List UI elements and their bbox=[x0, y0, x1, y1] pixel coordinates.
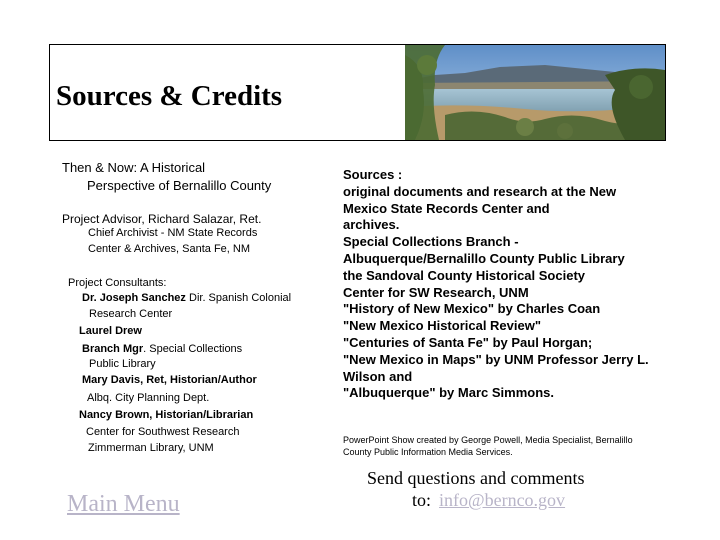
source-line: Center for SW Research, UNM bbox=[343, 284, 529, 300]
advisor-line3: Center & Archives, Santa Fe, NM bbox=[88, 243, 251, 255]
source-line: Albuquerque/Bernalillo County Public Library bbox=[343, 251, 625, 266]
advisor-line2: Chief Archivist - NM State Records bbox=[88, 227, 258, 239]
consultant-1-name: Dr. Joseph Sanchez bbox=[82, 292, 186, 304]
consultant-4-line1: Nancy Brown, Historian/Librarian bbox=[79, 409, 254, 421]
source-line: Mexico State Records Center and bbox=[343, 200, 550, 216]
consultant-1-line2: Research Center bbox=[89, 308, 173, 320]
credit-heading-line2: Perspective of Bernalillo County bbox=[87, 178, 272, 193]
consultant-2-title: Branch Mgr bbox=[82, 343, 144, 355]
consultant-4-line3: Zimmerman Library, UNM bbox=[88, 442, 214, 454]
source-line: "History of New Mexico" by Charles Coan bbox=[343, 301, 601, 317]
consultant-4-line2: Center for Southwest Research bbox=[86, 426, 240, 438]
source-line: "Centuries of Santa Fe" by Paul Horgan; bbox=[343, 335, 593, 350]
email-link[interactable]: info@bernco.gov bbox=[439, 490, 566, 510]
consultant-1-role: Dir. Spanish Colonial bbox=[185, 292, 292, 304]
consultant-3-line1: Mary Davis, Ret, Historian/Author bbox=[82, 374, 257, 386]
source-line: archives. bbox=[343, 217, 400, 233]
source-line: "Albuquerque" by Marc Simmons. bbox=[343, 385, 554, 401]
credit-heading-line1: Then & Now: A Historical bbox=[62, 160, 206, 175]
powerpoint-credit-line1: PowerPoint Show created by George Powell, Media Specialist, Bernalillo bbox=[343, 435, 633, 445]
contact-to-line bbox=[412, 490, 565, 511]
advisor-line1: Project Advisor, Richard Salazar, Ret. bbox=[62, 212, 262, 226]
consultant-2-line2 bbox=[82, 344, 242, 355]
source-line: Wilson and bbox=[343, 368, 413, 384]
source-line: the Sandoval County Historical Society bbox=[343, 267, 585, 283]
source-line: Special Collections Branch - bbox=[343, 234, 519, 250]
consultant-2-line3: Public Library bbox=[89, 358, 156, 370]
consultant-1-line1 bbox=[82, 293, 291, 304]
to-label: to: bbox=[412, 490, 432, 510]
consultant-2-name: Laurel Drew bbox=[79, 325, 142, 337]
main-menu-link[interactable]: Main Menu bbox=[67, 491, 180, 517]
consultant-3-line2: Albq. City Planning Dept. bbox=[87, 392, 210, 404]
consultant-2-role: . Special Collections bbox=[143, 343, 243, 355]
powerpoint-credit bbox=[343, 434, 633, 458]
send-questions-text: Send questions and comments bbox=[367, 468, 585, 488]
consultants-label: Project Consultants: bbox=[68, 277, 167, 289]
source-line: "New Mexico Historical Review" bbox=[343, 318, 542, 334]
river-landscape-photo bbox=[405, 45, 665, 140]
powerpoint-credit-line2: County Public Information Media Services. bbox=[343, 447, 513, 457]
source-line: original documents and research at the New bbox=[343, 183, 617, 199]
page-title: Sources & Credits bbox=[56, 80, 283, 112]
source-line: Sources : bbox=[343, 167, 403, 182]
source-line: "New Mexico in Maps" by UNM Professor Jerry L. bbox=[343, 351, 649, 367]
